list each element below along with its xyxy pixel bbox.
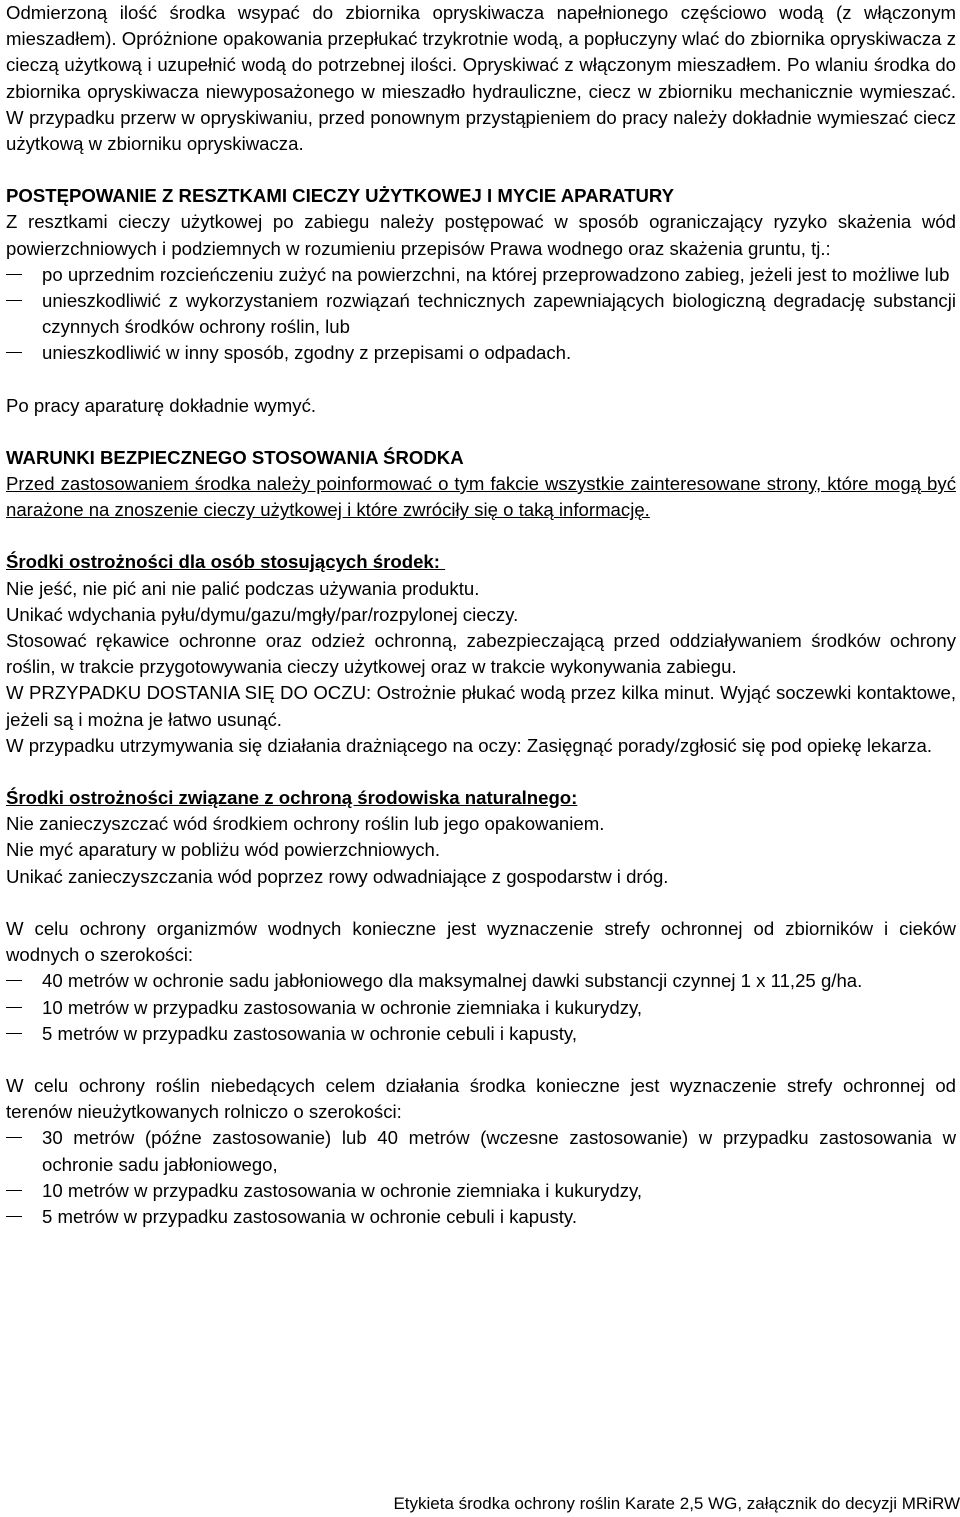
list-item [6, 995, 956, 1021]
wash-instruction: Po pracy aparaturę dokładnie wymyć. [6, 394, 317, 416]
user-precautions-heading: Środki ostrożności dla osób stosujących środek: [6, 551, 446, 573]
dash-icon [6, 1137, 22, 1138]
safe-use-paragraph: Przed zastosowaniem środka należy poinformować o tym fakcie wszystkie zainteresowane strony, które mogą być narażone na znoszenie cieczy użytkowej i które zwróciły się o taką informację. [6, 473, 956, 521]
dash-icon [6, 1190, 22, 1191]
safe-use-heading: WARUNKI BEZPIECZNEGO STOSOWANIA ŚRODKA [6, 446, 464, 468]
list-item [6, 340, 956, 366]
list-item-text: 10 metrów w przypadku zastosowania w ochronie ziemniaka i kukurydzy, [42, 1179, 643, 1201]
dash-icon [6, 274, 22, 275]
list-item [6, 1178, 956, 1204]
environment-precaution-line: Unikać zanieczyszczania wód poprzez rowy odwadniające z gospodarstw i dróg. [6, 865, 669, 887]
dash-icon [6, 1007, 22, 1008]
user-precaution-line: Unikać wdychania pyłu/dymu/gazu/mgły/par/rozpylonej cieczy. [6, 603, 519, 625]
document-page [6, 0, 956, 1230]
environment-precaution-line: Nie zanieczyszczać wód środkiem ochrony roślin lub jego opakowaniem. [6, 813, 605, 835]
list-item-text: unieszkodliwić w inny sposób, zgodny z przepisami o odpadach. [42, 342, 572, 364]
list-item-text: 30 metrów (późne zastosowanie) lub 40 metrów (wczesne zastosowanie) w przypadku zastosowania w ochronie sadu jabłoniowego, [42, 1127, 956, 1175]
dash-icon [6, 300, 22, 301]
dash-icon [6, 352, 22, 353]
water-zones-list [6, 968, 956, 1047]
list-item [6, 1204, 956, 1230]
list-item [6, 1021, 956, 1047]
residues-list [6, 262, 956, 367]
mixing-instructions-paragraph: Odmierzoną ilość środka wsypać do zbiornika opryskiwacza napełnionego częściowo wodą (z włączonym mieszadłem). Opróżnione opakowania przepłukać trzykrotnie wodą, a popłuczyny wlać do zbiornika opryskiwacza z cieczą użytkową i uzupełnić wodą do potrzebnej ilości. Opryskiwać z włączonym mieszadłem. Po wlaniu środka do zbiornika opryskiwacza niewyposażonego w mieszadło hydrauliczne, ciecz w zbiorniku mechanicznie wymieszać. W przypadku przerw w opryskiwaniu, przed ponownym przystąpieniem do pracy należy dokładnie wymieszać ciecz użytkową w zbiorniku opryskiwacza. [6, 2, 956, 155]
list-item [6, 288, 956, 340]
user-precaution-line: Stosować rękawice ochronne oraz odzież ochronną, zabezpieczającą przed oddziaływaniem środków ochrony roślin, w trakcie przygotowywania cieczy użytkowej oraz w trakcie wykonywania zabiegu. [6, 630, 956, 678]
water-zones-paragraph: W celu ochrony organizmów wodnych konieczne jest wyznaczenie strefy ochronnej od zbiorników i cieków wodnych o szerokości: [6, 917, 956, 966]
user-precaution-line: Nie jeść, nie pić ani nie palić podczas używania produktu. [6, 577, 480, 599]
residues-paragraph: Z resztkami cieczy użytkowej po zabiegu należy postępować w sposób ograniczający ryzyko skażenia wód powierzchniowych i podziemnych w rozumieniu przepisów Prawa wodnego oraz skażenia gruntu, tj.: [6, 211, 956, 259]
list-item [6, 262, 956, 288]
list-item-text: 5 metrów w przypadku zastosowania w ochronie cebuli i kapusty, [42, 1022, 577, 1044]
plant-zones-list [6, 1125, 956, 1230]
list-item [6, 968, 956, 994]
list-item-text: 40 metrów w ochronie sadu jabłoniowego dla maksymalnej dawki substancji czynnej 1 x 11,25 g/ha. [42, 970, 863, 992]
list-item-text: unieszkodliwić z wykorzystaniem rozwiązań technicznych zapewniających biologiczną degradację substancji czynnych środków ochrony roślin, lub [42, 290, 956, 338]
environment-precaution-line: Nie myć aparatury w pobliżu wód powierzchniowych. [6, 839, 441, 861]
page-footer: Etykieta środka ochrony roślin Karate 2,5 WG, załącznik do decyzji MRiRW [393, 1494, 960, 1513]
user-precaution-line: W przypadku utrzymywania się działania drażniącego na oczy: Zasięgnąć porady/zgłosić się pod opiekę lekarza. [6, 734, 933, 756]
list-item-text: 10 metrów w przypadku zastosowania w ochronie ziemniaka i kukurydzy, [42, 996, 643, 1018]
dash-icon [6, 1216, 22, 1217]
list-item [6, 1125, 956, 1177]
list-item-text: po uprzednim rozcieńczeniu zużyć na powierzchni, na której przeprowadzono zabieg, jeżeli jest to możliwe lub [42, 263, 950, 285]
list-item-text: 5 metrów w przypadku zastosowania w ochronie cebuli i kapusty. [42, 1205, 577, 1227]
dash-icon [6, 980, 22, 981]
environment-precautions-heading: Środki ostrożności związane z ochroną środowiska naturalnego: [6, 787, 578, 809]
residues-heading: POSTĘPOWANIE Z RESZTKAMI CIECZY UŻYTKOWEJ I MYCIE APARATURY [6, 185, 675, 207]
dash-icon [6, 1033, 22, 1034]
user-precaution-line: W PRZYPADKU DOSTANIA SIĘ DO OCZU: Ostrożnie płukać wodą przez kilka minut. Wyjąć soczewki kontaktowe, jeżeli są i można je łatwo usunąć. [6, 682, 956, 730]
plant-zones-paragraph: W celu ochrony roślin niebedących celem działania środka konieczne jest wyznaczenie strefy ochronnej od terenów nieużytkowanych rolniczo o szerokości: [6, 1074, 956, 1123]
